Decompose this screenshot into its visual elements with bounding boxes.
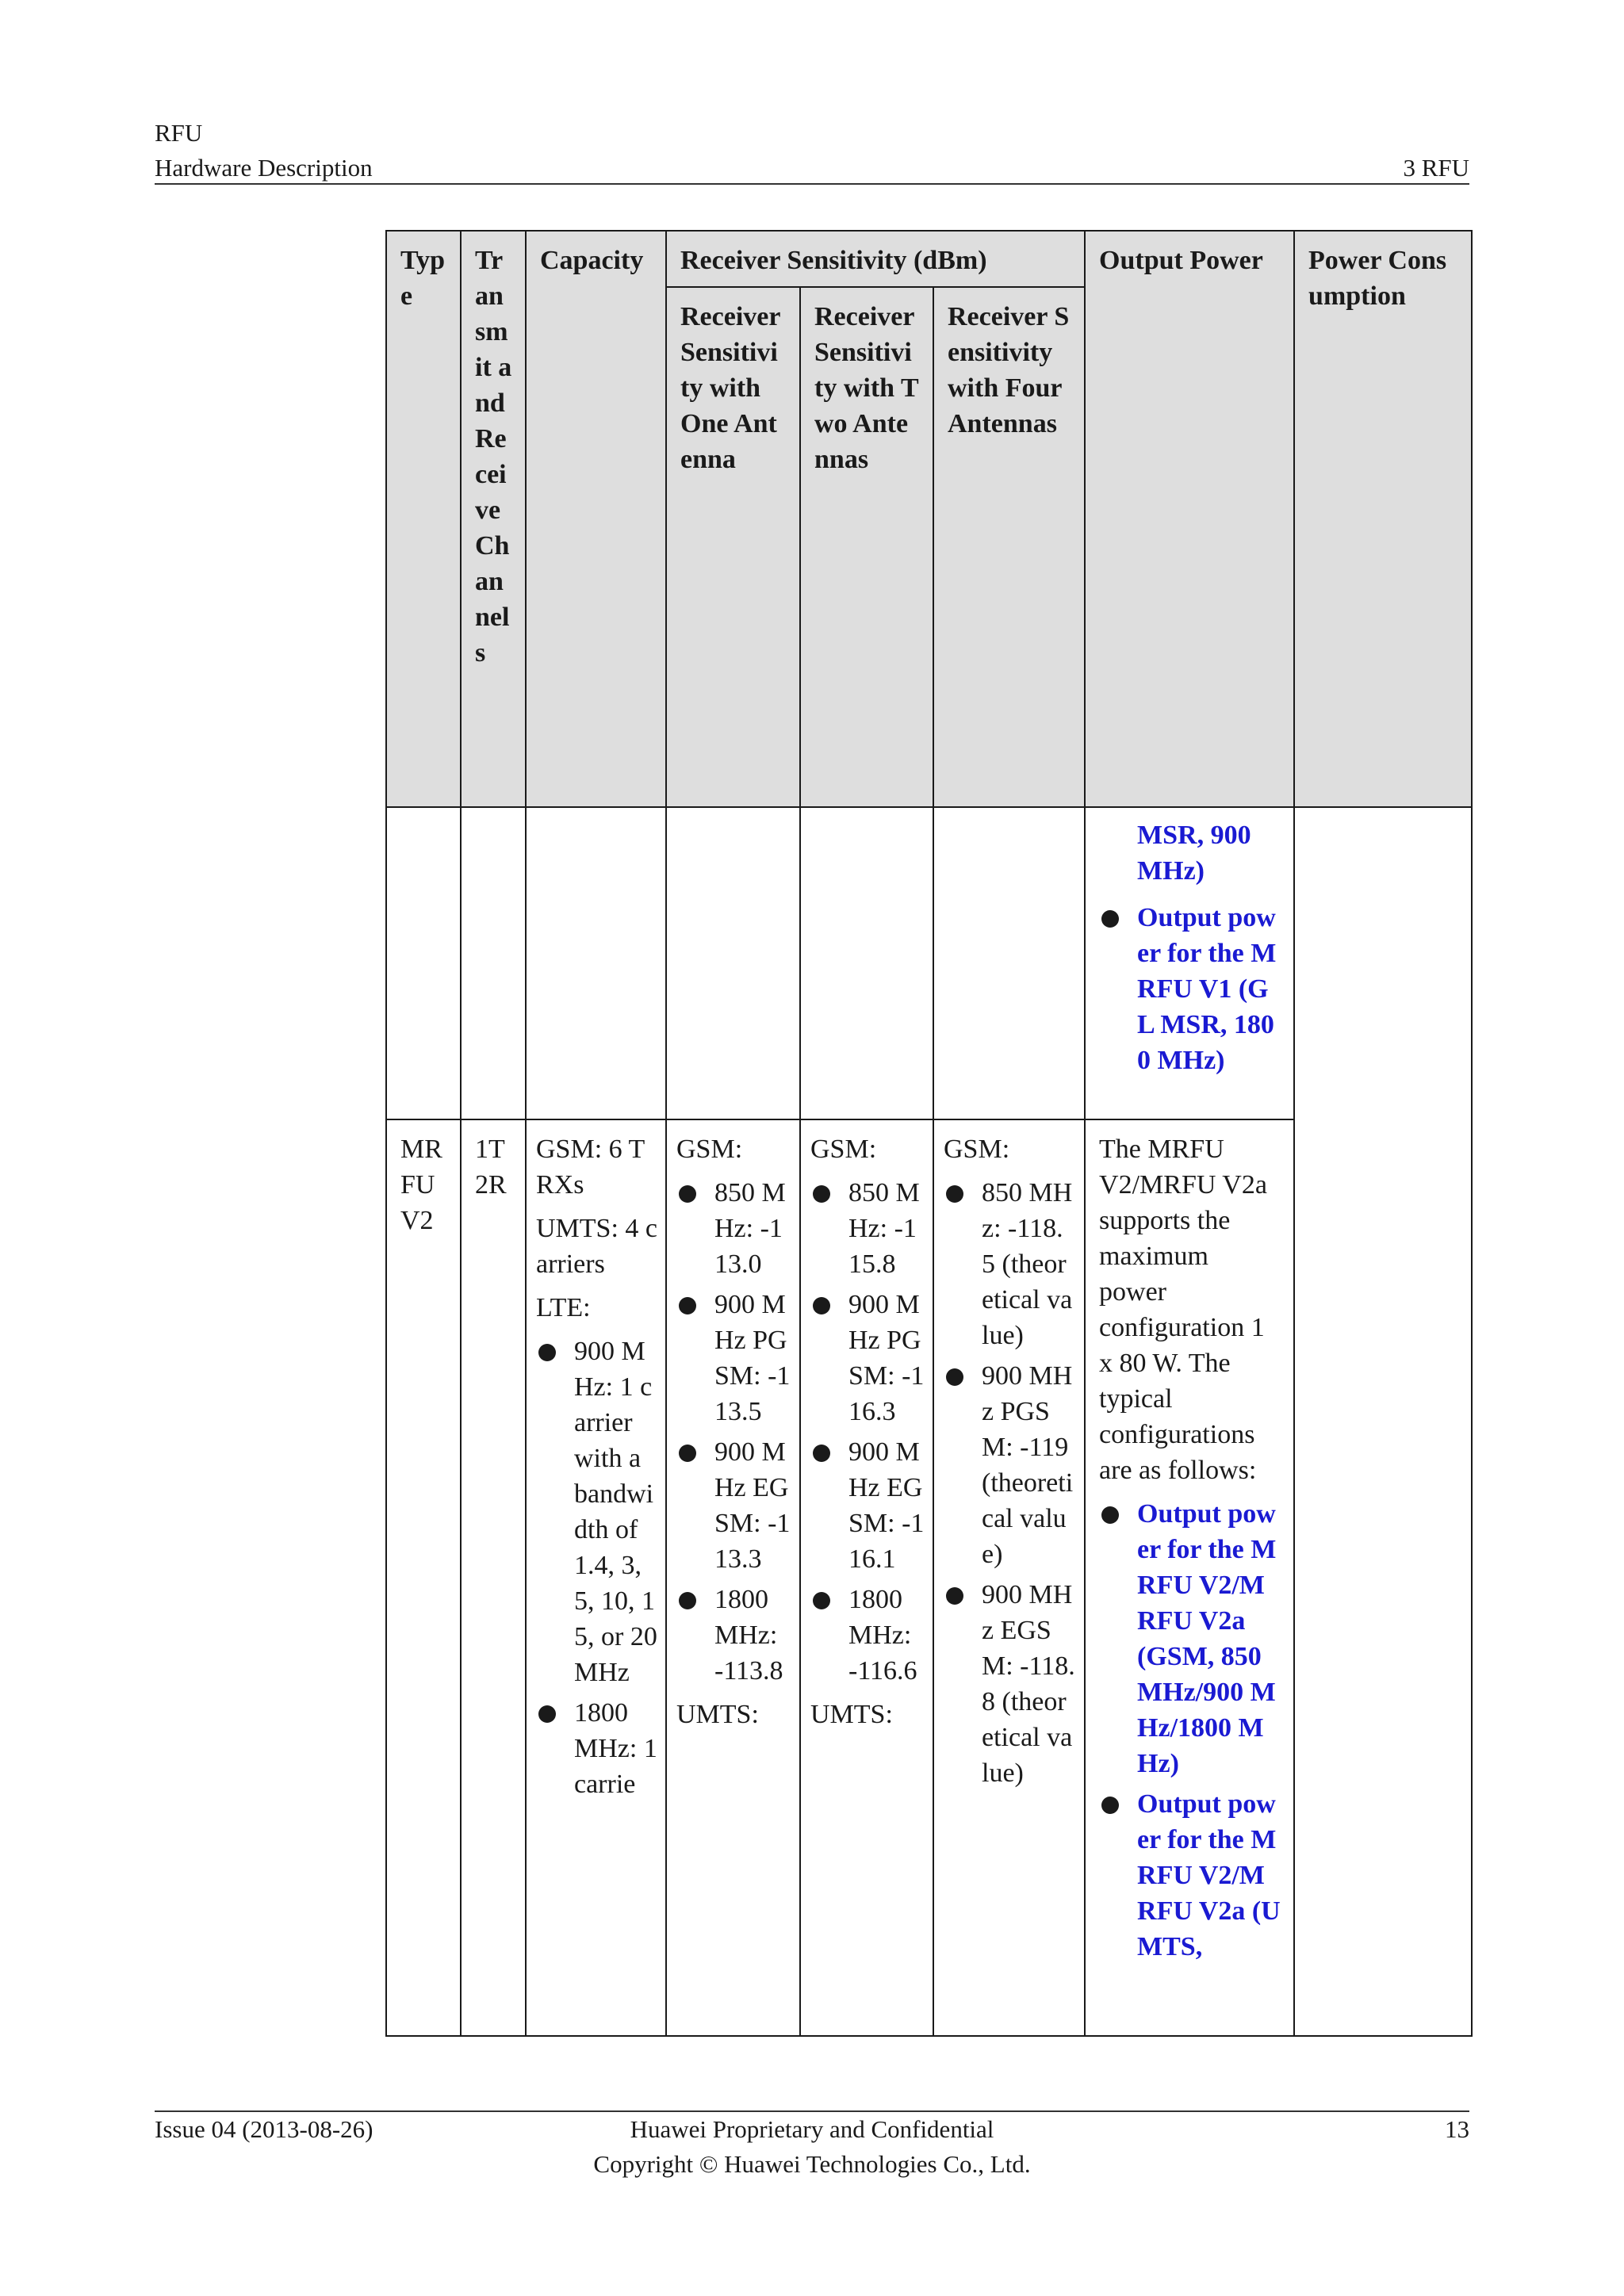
page-header-left	[155, 116, 373, 186]
rx-one-umts-label: UMTS:	[676, 1700, 759, 1729]
type-cell: MRFU V2	[386, 1119, 461, 2036]
trx-channels-cell: 1T2R	[461, 1119, 526, 2036]
col-header-power-consumption: Power Consumption	[1294, 231, 1472, 807]
rx-two-gsm-label: GSM:	[810, 1135, 877, 1164]
col-header-trx-channels: Transmit and Receive Channels	[461, 231, 526, 807]
rx-two-cell	[800, 1119, 933, 2036]
table-row	[386, 807, 1472, 1119]
list-item: 900 MHz EGSM: -116.1	[810, 1434, 925, 1577]
list-item: 900 MHz EGSM: -118.8 (theoretical value)	[944, 1577, 1076, 1791]
col-header-capacity: Capacity	[526, 231, 666, 807]
col-header-receiver-sensitivity: Receiver Sensitivity (dBm)	[666, 231, 1085, 287]
power-consumption-cell	[1294, 807, 1472, 2036]
rx-one-gsm-label: GSM:	[676, 1135, 743, 1164]
rx-one-list	[676, 1175, 791, 1689]
list-item: 850 MHz: -118.5 (theoretical value)	[944, 1175, 1076, 1353]
list-item: 900 MHz EGSM: -113.3	[676, 1434, 791, 1577]
capacity-umts: UMTS: 4 carriers	[536, 1214, 657, 1279]
output-power-link[interactable]: Output power for the MRFU V2/MRFU V2a (GSM, 850 MHz/900 MHz/1800 MHz)	[1099, 1496, 1281, 1781]
output-power-cell	[1085, 1119, 1294, 2036]
capacity-gsm: GSM: 6 TRXs	[536, 1135, 645, 1200]
list-item: 900 MHz: 1 carrier with a bandwidth of 1.4, 3, 5, 10, 15, or 20 MHz	[536, 1334, 657, 1690]
capacity-cell	[526, 1119, 666, 2036]
output-power-intro: The MRFU V2/MRFU V2a supports the maximum power configuration 1 x 80 W. The typical configurations are as follows:	[1099, 1135, 1267, 1485]
col-header-rx-two: Receiver Sensitivity with Two Antennas	[800, 287, 933, 807]
footer-copyright: Copyright © Huawei Technologies Co., Ltd.	[593, 2150, 1031, 2178]
list-item: 900 MHz PGSM: -119 (theoretical value)	[944, 1358, 1076, 1572]
footer-center	[0, 2112, 1624, 2182]
rx-two-list	[810, 1175, 925, 1689]
footer-issue: Issue 04 (2013-08-26)	[155, 2115, 373, 2143]
list-item: 850 MHz: -115.8	[810, 1175, 925, 1282]
header-doc-title: Hardware Description	[155, 154, 373, 182]
col-header-output-power: Output Power	[1085, 231, 1294, 807]
rx-two-umts-label: UMTS:	[810, 1700, 893, 1729]
col-header-rx-one: Receiver Sensitivity with One Antenna	[666, 287, 800, 807]
output-power-cell-continued	[1085, 807, 1294, 1119]
list-item: 900 MHz PGSM: -113.5	[676, 1287, 791, 1429]
header-rule	[155, 183, 1469, 185]
col-header-type: Type	[386, 231, 461, 807]
rfu-spec-table	[385, 230, 1473, 2037]
rx-four-cell	[933, 1119, 1085, 2036]
footer-page-number: 13	[1445, 2115, 1469, 2143]
list-item: 1800 MHz: -113.8	[676, 1582, 791, 1689]
output-power-link[interactable]: Output power for the MRFU V1 (GL MSR, 1800 MHz)	[1099, 900, 1281, 1078]
capacity-lte-list	[536, 1334, 657, 1802]
header-product: RFU	[155, 119, 203, 147]
list-item: 1800 MHz: -116.6	[810, 1582, 925, 1689]
output-power-list	[1099, 900, 1281, 1078]
rx-four-list	[944, 1175, 1076, 1791]
header-chapter: 3 RFU	[1403, 154, 1469, 182]
output-power-link[interactable]: MSR, 900 MHz)	[1137, 821, 1251, 886]
output-power-link[interactable]: Output power for the MRFU V2/MRFU V2a (UMTS,	[1099, 1786, 1281, 1965]
col-header-rx-four: Receiver Sensitivity with Four Antennas	[933, 287, 1085, 807]
list-item: 900 MHz PGSM: -116.3	[810, 1287, 925, 1429]
capacity-lte-label: LTE:	[536, 1293, 591, 1322]
list-item: 1800 MHz: 1 carrie	[536, 1695, 657, 1802]
rx-four-gsm-label: GSM:	[944, 1135, 1010, 1164]
footer-proprietary: Huawei Proprietary and Confidential	[630, 2115, 994, 2143]
list-item: 850 MHz: -113.0	[676, 1175, 791, 1282]
rx-one-cell	[666, 1119, 800, 2036]
output-power-list	[1099, 1496, 1281, 1965]
